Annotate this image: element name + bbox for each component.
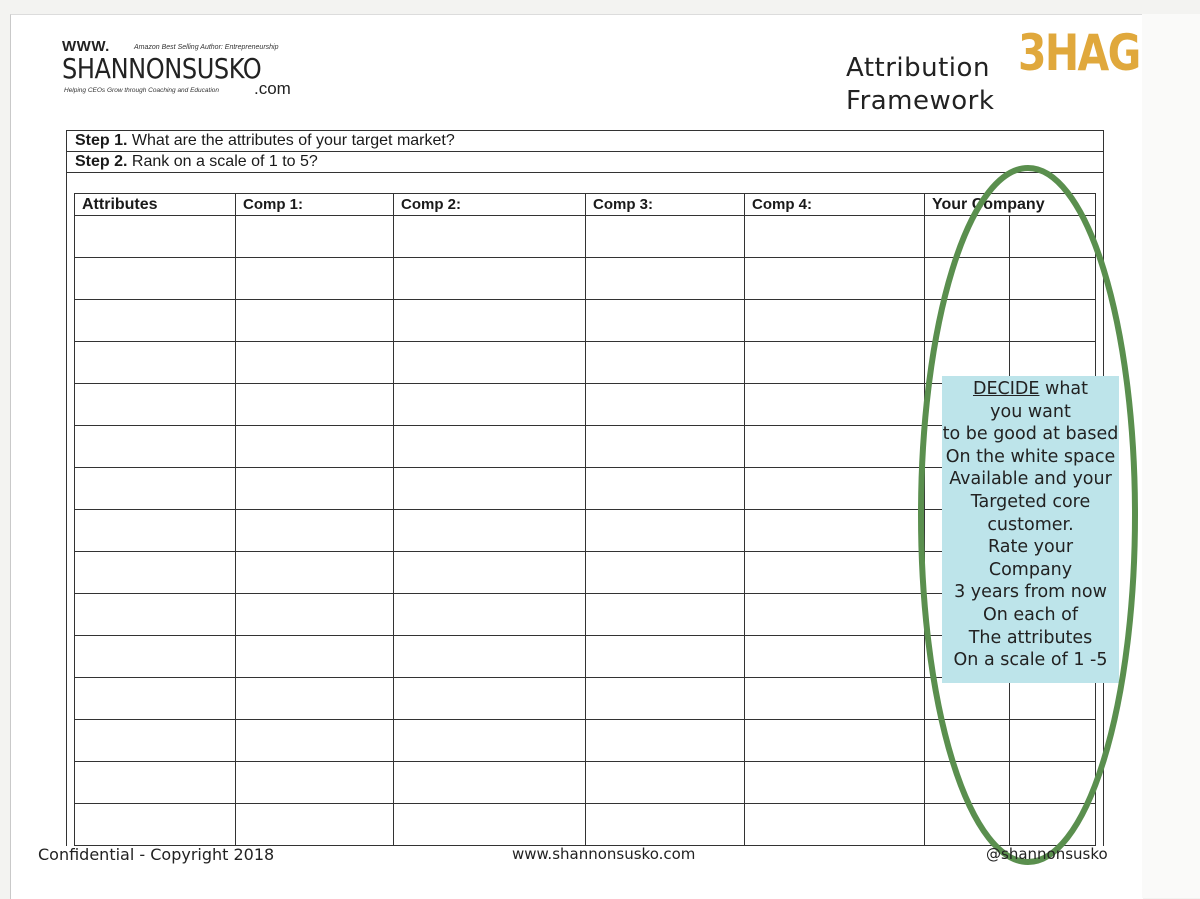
table-cell[interactable] xyxy=(394,804,586,846)
table-cell[interactable] xyxy=(745,300,925,342)
callout-line: Company xyxy=(988,559,1073,580)
page-edge xyxy=(1142,14,1200,898)
table-cell[interactable] xyxy=(745,468,925,510)
table-cell[interactable] xyxy=(75,426,236,468)
table-cell[interactable] xyxy=(75,636,236,678)
table-cell[interactable] xyxy=(925,300,1010,342)
callout-line: 3 years from now xyxy=(954,582,1107,603)
table-cell[interactable] xyxy=(586,594,745,636)
callout-line: On the white space xyxy=(945,446,1116,467)
3hag-logo: 3HAG xyxy=(1018,24,1140,82)
table-cell[interactable] xyxy=(394,510,586,552)
logo-brand: SHANNONSUSKO xyxy=(62,52,262,85)
table-cell[interactable] xyxy=(236,342,394,384)
table-cell[interactable] xyxy=(236,804,394,846)
table-cell[interactable] xyxy=(394,720,586,762)
table-row xyxy=(75,258,1096,300)
table-cell[interactable] xyxy=(236,720,394,762)
table-cell[interactable] xyxy=(394,384,586,426)
callout-line: The attributes xyxy=(968,627,1093,648)
table-row xyxy=(75,720,1096,762)
table-cell[interactable] xyxy=(586,342,745,384)
callout-line: Targeted core xyxy=(970,491,1091,512)
callout-line: Available and your xyxy=(949,469,1112,490)
table-cell[interactable] xyxy=(75,720,236,762)
table-cell[interactable] xyxy=(745,384,925,426)
table-cell[interactable] xyxy=(394,552,586,594)
table-cell[interactable] xyxy=(236,300,394,342)
table-cell[interactable] xyxy=(236,510,394,552)
table-cell[interactable] xyxy=(236,762,394,804)
table-cell[interactable] xyxy=(75,384,236,426)
table-cell[interactable] xyxy=(1010,804,1096,846)
table-cell[interactable] xyxy=(75,552,236,594)
table-cell[interactable] xyxy=(925,678,1010,720)
table-cell[interactable] xyxy=(586,468,745,510)
table-cell[interactable] xyxy=(586,258,745,300)
table-cell[interactable] xyxy=(394,258,586,300)
table-cell[interactable] xyxy=(394,636,586,678)
table-cell[interactable] xyxy=(236,384,394,426)
table-cell[interactable] xyxy=(236,216,394,258)
table-cell[interactable] xyxy=(925,762,1010,804)
logo-www: WWW. xyxy=(62,38,110,55)
title-line-2: Framework xyxy=(846,86,995,116)
header-comp-1: Comp 1: xyxy=(236,194,394,216)
table-header-row xyxy=(75,194,1096,216)
header-your-company: Your Company xyxy=(925,194,1096,216)
table-cell[interactable] xyxy=(236,678,394,720)
table-cell[interactable] xyxy=(236,552,394,594)
table-cell[interactable] xyxy=(745,426,925,468)
table-cell[interactable] xyxy=(75,300,236,342)
table-cell[interactable] xyxy=(586,720,745,762)
table-cell[interactable] xyxy=(745,510,925,552)
table-cell[interactable] xyxy=(745,594,925,636)
step-2 xyxy=(67,152,1103,172)
logo-dotcom: .com xyxy=(254,79,291,98)
table-row xyxy=(75,678,1096,720)
table-row xyxy=(75,216,1096,258)
footer-website: www.shannonsusko.com xyxy=(512,845,696,863)
table-cell[interactable] xyxy=(75,216,236,258)
table-cell[interactable] xyxy=(586,804,745,846)
table-cell[interactable] xyxy=(394,342,586,384)
table-cell[interactable] xyxy=(236,258,394,300)
table-cell[interactable] xyxy=(925,216,1010,258)
table-cell[interactable] xyxy=(236,468,394,510)
table-cell[interactable] xyxy=(745,258,925,300)
table-cell[interactable] xyxy=(75,762,236,804)
header-comp-3: Comp 3: xyxy=(586,194,745,216)
callout-line: customer. xyxy=(987,514,1074,535)
table-cell[interactable] xyxy=(1010,762,1096,804)
table-cell[interactable] xyxy=(1010,216,1096,258)
header-comp-2: Comp 2: xyxy=(394,194,586,216)
table-cell[interactable] xyxy=(75,342,236,384)
header-attributes: Attributes xyxy=(75,194,236,216)
callout-line: On each of xyxy=(982,604,1079,625)
step-2-label: Step 2. xyxy=(75,153,128,170)
table-cell[interactable] xyxy=(586,384,745,426)
table-cell[interactable] xyxy=(586,300,745,342)
table-cell[interactable] xyxy=(394,678,586,720)
table-cell[interactable] xyxy=(236,594,394,636)
table-cell[interactable] xyxy=(745,678,925,720)
table-cell[interactable] xyxy=(1010,678,1096,720)
table-cell[interactable] xyxy=(394,426,586,468)
logo-tagline-top: Amazon Best Selling Author: Entrepreneurship xyxy=(134,44,279,51)
table-cell[interactable] xyxy=(394,468,586,510)
table-cell[interactable] xyxy=(75,468,236,510)
table-cell[interactable] xyxy=(75,678,236,720)
title-line-1: Attribution xyxy=(846,53,990,83)
table-cell[interactable] xyxy=(1010,258,1096,300)
table-cell[interactable] xyxy=(586,552,745,594)
table-cell[interactable] xyxy=(745,720,925,762)
table-cell[interactable] xyxy=(586,216,745,258)
table-cell[interactable] xyxy=(75,594,236,636)
callout-line-1-rest: what xyxy=(1039,379,1088,399)
table-cell[interactable] xyxy=(925,804,1010,846)
table-cell[interactable] xyxy=(394,216,586,258)
page-title xyxy=(846,52,1016,118)
table-cell[interactable] xyxy=(745,804,925,846)
table-cell[interactable] xyxy=(925,720,1010,762)
callout-line: you want xyxy=(990,401,1071,422)
callout-line: On a scale of 1 -5 xyxy=(953,650,1108,671)
footer-handle: @shannonsusko xyxy=(986,845,1108,863)
table-cell[interactable] xyxy=(236,426,394,468)
table-cell[interactable] xyxy=(394,300,586,342)
step-1-text: What are the attributes of your target market? xyxy=(127,132,455,149)
steps-box xyxy=(66,130,1104,173)
callout-line-1 xyxy=(942,378,1119,401)
callout-line: to be good at based xyxy=(942,424,1119,445)
callout-decide: DECIDE xyxy=(972,379,1040,399)
footer-copyright: Confidential - Copyright 2018 xyxy=(38,845,275,864)
table-cell[interactable] xyxy=(1010,300,1096,342)
table-cell[interactable] xyxy=(745,636,925,678)
logo xyxy=(62,38,312,100)
table-row xyxy=(75,300,1096,342)
table-cell[interactable] xyxy=(745,552,925,594)
table-cell[interactable] xyxy=(75,258,236,300)
table-row xyxy=(75,804,1096,846)
header-comp-4: Comp 4: xyxy=(745,194,925,216)
step-1 xyxy=(67,131,1103,152)
logo-tagline-bottom: Helping CEOs Grow through Coaching and Education xyxy=(64,87,220,94)
table-cell[interactable] xyxy=(75,510,236,552)
table-cell[interactable] xyxy=(745,216,925,258)
table-cell[interactable] xyxy=(586,678,745,720)
table-cell[interactable] xyxy=(236,636,394,678)
step-2-text: Rank on a scale of 1 to 5? xyxy=(127,153,318,170)
step-1-label: Step 1. xyxy=(75,132,128,149)
table-cell[interactable] xyxy=(745,762,925,804)
table-cell[interactable] xyxy=(586,636,745,678)
table-cell[interactable] xyxy=(925,258,1010,300)
table-cell[interactable] xyxy=(586,426,745,468)
table-cell[interactable] xyxy=(586,510,745,552)
table-row xyxy=(75,762,1096,804)
table-cell[interactable] xyxy=(75,804,236,846)
callout-line: Rate your xyxy=(987,537,1074,558)
decide-callout xyxy=(942,376,1119,683)
table-cell[interactable] xyxy=(586,762,745,804)
table-cell[interactable] xyxy=(1010,720,1096,762)
table-cell[interactable] xyxy=(745,342,925,384)
table-cell[interactable] xyxy=(394,762,586,804)
table-cell[interactable] xyxy=(394,594,586,636)
